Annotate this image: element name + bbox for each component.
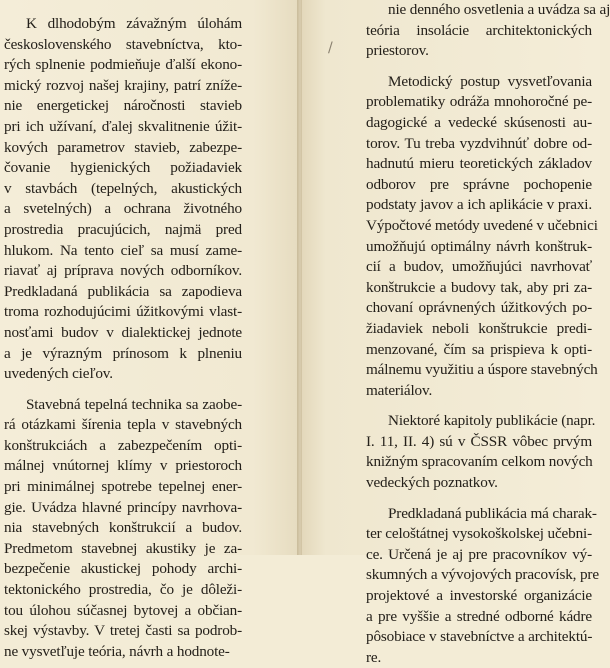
text-line: gie. Uvádza hlavné princípy navrhova- — [4, 498, 242, 516]
text-line: vedeckých poznatkov. — [366, 474, 498, 492]
text-line: tektonického prostredia, čo je dôleži- — [4, 581, 242, 599]
text-line: skej výstavby. V tretej časti sa podrob- — [4, 622, 242, 640]
text-line: málnej vnútornej klímy v priestoroch — [4, 457, 242, 475]
text-line: hadnutú mieru teoretických základov — [366, 155, 592, 173]
text-line: málnemu využitiu a úspore stavebných — [366, 361, 598, 379]
text-line: riavať aj príprava nových odborníkov. — [4, 262, 242, 280]
text-line: pri ich užívaní, ďalej skvalitnenie úžit- — [4, 117, 242, 135]
text-line: československého stavebníctva, kto- — [4, 35, 242, 53]
left-page — [0, 0, 298, 660]
text-line: Výpočtové metódy uvedené v učebnici — [366, 216, 598, 234]
text-line: rá otázkami šírenia tepla v stavebných — [4, 416, 242, 434]
text-line: Niektoré kapitoly publikácie (napr. — [388, 412, 596, 430]
text-line: dagogické a vedecké skúsenosti au- — [366, 113, 592, 131]
right-page — [302, 0, 610, 666]
text-line: tou úlohou súčasnej bytovej a občian- — [4, 601, 242, 619]
paragraph-gap — [366, 494, 592, 504]
text-line: menzované, čím sa prispieva k opti- — [366, 340, 592, 358]
text-line: kových parametrov stavieb, zabezpe- — [4, 138, 242, 156]
text-line: chovaní oprávnených úžitkových po- — [366, 299, 592, 317]
text-line: skumných a vývojových pracovísk, pre — [366, 566, 599, 584]
text-line: I. 11, II. 4) sú v ČSSR vôbec prvým — [366, 432, 592, 450]
text-line: pôsobiace v stavebníctve a architektú- — [366, 628, 593, 646]
text-line: žiadaviek neboli konštrukcie predi- — [366, 319, 592, 337]
paragraph-gap — [366, 401, 592, 411]
text-line: uvedených cieľov. — [4, 365, 113, 383]
paragraph — [366, 0, 610, 62]
text-line: ne vysvetľuje teória, návrh a hodnote- — [4, 642, 230, 660]
paragraph — [4, 14, 242, 385]
paragraph — [366, 504, 599, 668]
text-line: Predkladaná publikácia má charak- — [388, 504, 597, 522]
text-line: priestorov. — [366, 42, 429, 60]
text-line: projektové a investorské organizácie — [366, 587, 592, 605]
text-line: ter celoštátnej vysokoškolskej učebni- — [366, 525, 592, 543]
text-line: rých splnenie podmieňuje ďalší ekono- — [4, 56, 242, 74]
text-line: nie energetickej náročnosti stavieb — [4, 97, 242, 115]
text-line: nia stavebných konštrukcií a budov. — [4, 519, 242, 537]
text-line: čovanie hygienických požiadaviek — [4, 159, 242, 177]
text-line: nosťami budov v dialektickej jednote — [4, 323, 242, 341]
text-line: a svetelných) a ochrana životného — [4, 200, 242, 218]
pencil-mark: / — [328, 40, 333, 56]
paragraph — [366, 411, 596, 493]
paragraph-gap — [4, 385, 242, 395]
text-line: prostredia pracujúcich, najmä pred — [4, 220, 242, 238]
text-line: troma rozhodujúcimi úžitkovými vlast- — [4, 303, 242, 321]
text-line: konštrukcie a budovy tak, aby pri za- — [366, 278, 592, 296]
text-line: hlukom. Na tento cieľ sa musí zame- — [4, 241, 242, 259]
paragraph-gap — [366, 62, 592, 72]
paragraph — [366, 72, 598, 402]
text-line: mický rozvoj našej krajiny, patrí zníže- — [4, 76, 242, 94]
text-line: problematiky odráža mnohoročné pe- — [366, 93, 592, 111]
text-line: ce. Určená je aj pre pracovníkov vý- — [366, 545, 592, 563]
right-text-column — [366, 0, 610, 668]
text-line: bezpečenie akustickej pohody archi- — [4, 560, 242, 578]
text-line: Predmetom stavebnej akustiky je za- — [4, 539, 242, 557]
text-line: a je výrazným prínosom k plneniu — [4, 344, 242, 362]
text-line: cií a budov, umožňujúci navrhovať — [366, 258, 592, 276]
text-line: konštrukciách a zabezpečením opti- — [4, 436, 242, 454]
text-line: torov. Tu treba vyzdvihnúť dobre od- — [366, 134, 592, 152]
text-line: Metodický postup vysvetľovania — [388, 72, 592, 90]
text-line: teória insolácie architektonických — [366, 21, 592, 39]
text-line: Predkladaná publikácia sa zapodieva — [4, 282, 242, 300]
paragraph — [4, 395, 242, 663]
text-line: materiálov. — [366, 381, 433, 399]
text-line: umožňujú optimálny návrh konštruk- — [366, 237, 592, 255]
text-line: re. — [366, 648, 382, 666]
text-line: knižným spracovaním celkom nových — [366, 453, 593, 471]
left-text-column — [4, 14, 242, 662]
text-line: podstaty javov a ich aplikácie v praxi. — [366, 196, 592, 214]
text-line: nie denného osvetlenia a uvádza sa aj — [388, 1, 610, 18]
text-line: v stavbách (tepelných, akustických — [4, 179, 242, 197]
text-line: pri minimálnej spotrebe tepelnej ener- — [4, 478, 242, 496]
text-line: K dlhodobým závažným úlohám — [26, 15, 242, 32]
text-line: a pre vyššie a stredné odborné kádre — [366, 607, 592, 625]
text-line: odborov pre správne pochopenie — [366, 175, 592, 193]
text-line: Stavebná tepelná technika sa zaobe- — [26, 395, 242, 413]
